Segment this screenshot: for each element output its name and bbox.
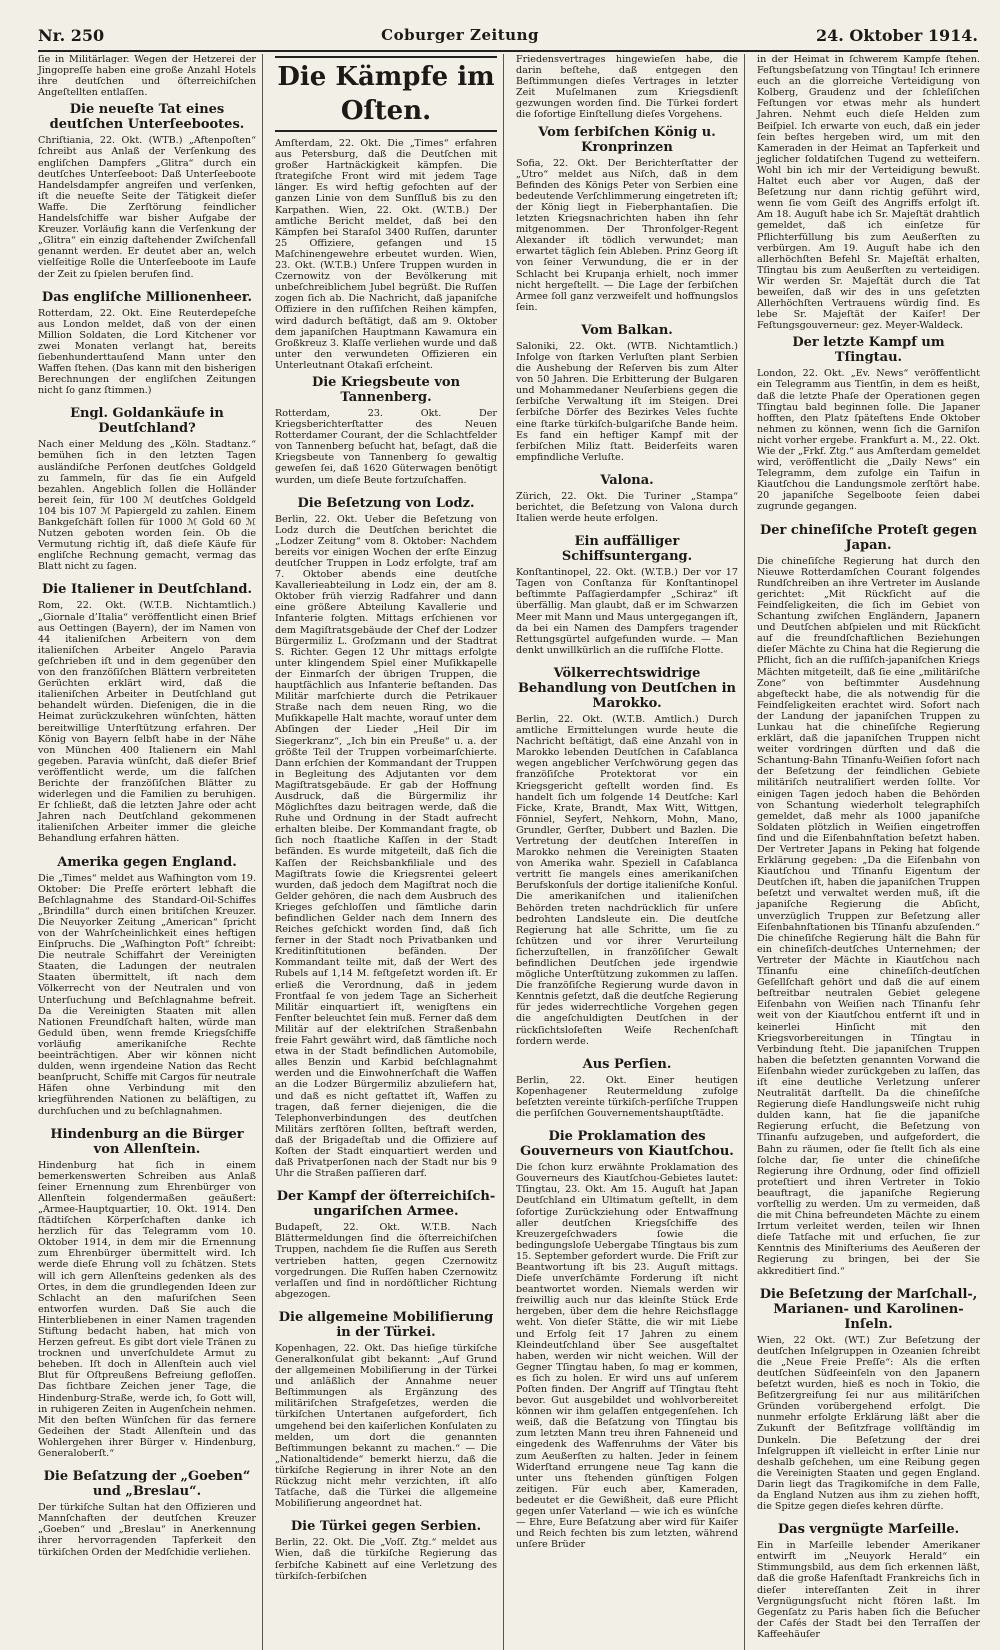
article-morocco (516, 666, 738, 1047)
headline: Ein auffälliger Schiffsuntergang. (561, 534, 693, 565)
article-balkan (516, 323, 738, 463)
article-body: Budapeſt, 22. Okt. W.T.B. Nach Blättermeldungen ſind die öſterreichiſchen Truppen, nachdem ſie die Ruſſen aus Sereth vertrieben hatten, gegen Czernowitz vorgedrungen. Die Ruſſen haben Czernowitz verlaſſen und ſind in nordöſtlicher Richtung abgezogen. (275, 1222, 497, 1300)
columns (38, 54, 986, 1640)
headline: Das vergnügte Marſeille. (777, 1522, 960, 1538)
headline: Die neueſte Tat eines deutſchen Unterſeebootes. (49, 102, 245, 133)
headline: Valona. (600, 472, 654, 488)
article-body: Ein in Marſeille lebender Amerikaner entwirft im „Neuyork Herald“ ein Stimmungsbild, aus dem ſich erkennen läßt, daß die große Hafenſtadt Frankreichs ſich in dieſer intereſſanten Zeit in ihrer Vergnügungsſucht nicht ſtören laßt. Im Gegenſatz zu Paris haben ſich die Beſucher der Cafés der Stadt bei den Terraſſen der Kaffeehäuſer (757, 1540, 980, 1640)
article-body: Die „Times“ meldet aus Waſhington vom 19. Oktober: Die Preſſe erörtert lebhaft die Beſchlagnahme des Standard-Oil-Schiffes „Brindilla“ durch einen britiſchen Kreuzer. Die Neuyorker Zeitung „American“ ſpricht von der Wahrſcheinlichkeit eines heftigen Einſpruchs. Die „Waſhington Poſt“ ſchreibt: Die neutrale Schiffahrt der Vereinigten Staaten, die Ladungen der neutralen Staaten übermittelt, iſt nach dem Völkerrecht von der Neutralen und von Unterſuchung und Beſchlagnahme befreit. Da die Vereinigten Staaten mit allen Nationen Freundſchaft halten, würde man Geduld üben, wenn fremde Kriegsſchiffe vorläufig amerikaniſche Rechte beeinträchtigen. Aber wir können nicht dulden, wenn irgendeine Nation das Recht beanſprucht, Schiffe mit Cargos für neutrale Häfen ohne Verbindung mit den kriegführenden Nationen zu beläſtigen, zu durchſuchen und zu beſchlagnahmen. (38, 872, 256, 1117)
article-body: Amſterdam, 22. Okt. Die „Times“ erfahren aus Petersburg, daß die Deutſchen mit großer Hartnäckigkeit kämpfen. Die ſtrategiſche Front wird mit jedem Tage länger. Es wird heftig gefochten auf der ganzen Linie von dem Sunſſluß bis zu den Karpathen. Wien, 22. Okt. (W.T.B.) Der amtliche Bericht meldet, daß bei den Kämpfen bei Staraſol 3400 Ruſſen, darunter 25 Offiziere, gefangen und 15 Maſchinengewehre erbeutet wurden. Wien, 23. Okt. (W.T.B.) Unſere Truppen wurden in Czernowitz von der Bevölkerung mit unbeſchreiblichem Jubel begrüßt. Die Ruſſen zogen ſich ab. Die Nachricht, daß japaniſche Offiziere in den ruſſiſchen Reihen kämpfen, wird dadurch beſtätigt, daß am 9. Oktober dem japaniſchen Hauptmann Kawamura ein Großkreuz 3. Klaſſe verliehen wurde und daß unter den verwundeten Offizieren ein Unterleutnant Otakaſi erſcheint. (275, 138, 497, 371)
article-body: Berlin, 22. Okt. Die „Voſſ. Ztg.“ meldet aus Wien, daß die türkiſche Regierung das ſerbiſche Kabinett auf eine Verletzung des türkiſch-ſerbiſchen (275, 1537, 497, 1582)
issue-date: 24. Oktober 1914. (816, 25, 978, 45)
article-chinese-protest (757, 523, 980, 1277)
article-body: Konſtantinopel, 22. Okt. (W.T.B.) Der vor 17 Tagen von Conſtanza für Konſtantinopel beſtimmte Paſſagierdampfer „Schiraz“ iſt überfällig. Man glaubt, daß er im Schwarzen Meer mit Mann und Maus untergegangen iſt, da bei ein Namen des Dampfers tragender Rettungsgürtel aufgefunden wurde. — Man denkt unwillkürlich an die ruſſiſche Flotte. (516, 567, 738, 656)
headline: Aus Perſien. (582, 1056, 672, 1072)
article-body: Rotterdam, 22. Okt. Eine Reuterdepeſche aus London meldet, daß von der einen Million Soldaten, die Lord Kitchener vor zwei Monaten verlangt hat, bereits ſiebenhunderttauſend Mann unter den Waffen ſtehen. (Das kann mit den bisherigen Berechnungen der engliſchen Zeitungen nicht ſo ganz ſtimmen.) (38, 307, 256, 397)
article-body: Berlin, 22. Okt. (W.T.B. Amtlich.) Durch amtliche Ermittelungen wurde heute die Nachricht beſtätigt, daß eine Anzahl von in Marokko lebenden Deutſchen in Caſablanca wegen angeblicher Verſchwörung gegen das franzöſiſche Protektorat vor ein Kriegsgericht geſtellt worden ſind. Es handelt ſich um folgende 14 Deutſche: Karl Ficke, Krate, Brandt, Max Witt, Wittgen, Fönniel, Seyfert, Nehkorn, Mohn, Mano, Grundler, Gerſter, Dubbert und Bazlen. Die Vertretung der deutſchen Intereſſen in Marokko nehmen die Vereinigten Staaten von Amerika wahr. Speziell in Caſablanca vertritt ſie mangels eines amerikaniſchen Berufskonſuls der dortige italieniſche Konſul. Die amerikaniſchen und italieniſchen Behörden treten nachdrücklich für unſere bedrohten Landsleute ein. Die deutſche Regierung hat alle Schritte, um ſie zu ſchützen und vor ihrer Verurteilung ſicherzuſtellen, in franzöſiſcher Gewalt befindlichen Deutſchen jede irgendwie mögliche Unterſtützung zukommen zu laſſen. Die franzöſiſche Regierung wurde davon in Kenntnis geſetzt, daß die deutſche Regierung für jedes widerrechtliche Vorgehen gegen die angeſchuldigten Deutſchen in der rückſichtsloſeſten Weiſe Rechenſchaft fordern werde. (516, 713, 738, 1047)
column-3 (516, 54, 745, 1650)
article-body: Sofia, 22. Okt. Der Berichterſtatter der „Utro“ meldet aus Niſch, daß in dem Befinden des Königs Peter von Serbien eine bedeutende Verſchlimmerung eingetreten iſt; der König liegt in Fieberphantaſien. Die letzten Kriegsnachrichten haben ihn ſehr mitgenommen. Der Thronfolger-Regent Alexander iſt tödlich verwundet; man erwartet täglich ſein Ableben. Prinz Georg iſt von ſeiner Verwundung, die er in der Schlacht bei Krupanja erhielt, noch immer nicht hergeſtellt. — Die Lage der ſerbiſchen Armee ſoll ganz verzweifelt und hoffnungslos ſein. (516, 157, 738, 313)
article-body: Kopenhagen, 22. Okt. Das hieſige türkiſche Generalkonſulat gibt bekannt: „Auf Grund der allgemeinen Mobiliſierung in der Türkei und anläßlich der Annahme neuer Beſtimmungen als Ergänzung des militäriſchen Strafgeſetzes, werden die türkiſchen Untertanen aufgefordert, ſich umgehend bei den kaiſerlichen Konſulaten zu melden, um dort die genannten Beſtimmungen bekannt zu machen.“ — Die „Nationaltidende“ bemerkt hierzu, daß die türkiſche Regierung in ihrer Note an den Rückzug nicht mehr verzichten, iſt alſo Tatſache, daß die Türkei die allgemeine Mobiliſierung angeordnet hat. (275, 1342, 497, 1510)
article-body: Berlin, 22. Okt. Ueber die Beſetzung von Lodz durch die Deutſchen berichtet die „Lodzer Zeitung“ vom 8. Oktober: Nachdem bereits vor einigen Wochen der erſte Einzug deutſcher Truppen in Lodz erfolgte, traf am 7. Oktober abends eine deutſche Kavallerieabteilung in Lodz ein, der am 8. Oktober früh vierzig Radfahrer und dann eine größere Abteilung Kavallerie und Infanterie folgten. Mittags erſchienen vor dem Magiſtratsgebäude der Chef der Lodzer Bürgermiliz L. Groſzmann und der Stadtrat S. Richter. Gegen 12 Uhr mittags erfolgte unter klingendem Spiel einer Muſikkapelle der Einmarſch der übrigen Truppen, die hauptſächlich aus Infanterie beſtanden. Das Militär marſchierte durch die Petrikauer Straße nach dem neuen Ring, wo die Muſikkapelle Halt machte, worauf unter dem Abſingen der Lieder „Heil Dir im Siegerkranz“, „Ich bin ein Preuße“ u. a. der größte Teil der Truppen vorbeimarſchierte. Dann erſchien der Kommandant der Truppen in Begleitung des Adjutanten vor dem Magiſtratsgebäude. Er gab der Hoffnung Ausdruck, daß die Bürgermiliz ihr Möglichſtes dazu beitragen werde, daß die Ruhe und Ordnung in der Stadt aufrecht erhalten bleibe. Der Kommandant fragte, ob ſich noch ſtaatliche Kaſſen in der Stadt befänden. Es wurde mitgeteilt, daß ſich die Kaſſen der Reichsbankfiliale und des Magiſtrats ſowie die Kriegsrentei geleert wurden, daß jedoch dem Magiſtrat noch die Gelder gehören, die nach dem Ausbruch des Krieges geſchloſſen und ſämtliche darin befindlichen Gelder nach dem Innern des Reiches geſchickt worden ſind, daß ſich ferner in der Stadt noch Privatbanken und Kreditinſtitutionen befänden. Der Kommandant teilte mit, daß der Wert des Rubels auf 1,14 M. feſtgeſetzt worden iſt. Er erließ die Verordnung, daß in jedem Frontfaal ſe von jedem Tage an Sicherheit Militär einquartiert iſt, wenigſtens ein Fenſter beleuchtet ſein muß. Ferner daß dem Militär auf der elektriſchen Straßenbahn freie Fahrt gewährt wird, daß ſämtliche noch etwa in der Stadt befindlichen Automobile, alles Benzin und Karbid beſchlagnahmt werden und die Einwohnerſchaft die Waffen an die Lodzer Bürgermiliz abzuliefern hat, und daß es nicht geſtattet iſt, Waffen zu tragen, daß ferner diejenigen, die die Telephonverbindungen des deutſchen Militärs zerſtören ſollten, beſtraft werden, daß der Brigadeſtab und die Offiziere auf Koſten der Stadt einquartiert werden und daß Privatperſonen nach der Stadt nur bis 9 Uhr die Straßen paſſieren darf. (275, 513, 497, 1180)
issue-number: Nr. 250 (38, 25, 105, 45)
article-persia (516, 1057, 738, 1119)
article-tsingtau-battle (757, 335, 980, 512)
article-serbian-king (516, 125, 738, 313)
article-italians (38, 582, 256, 844)
article-continuation: ſie in Militärlager. Wegen der Hetzerei der Jingopreſſe haben eine große Anzahl Hotels ihre deutſchen und öſterreichiſchen Angeſtellten entlaſſen. (38, 54, 256, 99)
article-body: Rom, 22. Okt. (W.T.B. Nichtamtlich.) „Giornale d’Italia“ veröffentlicht einen Brief aus Oettingen (Bayern), der im Namen von 44 italieniſchen Arbeitern von dem italieniſchen Arbeiter Angelo Paravia geſchrieben iſt und in dem gegenüber den von den franzöſiſchen Blättern verbreiteten Gerüchten erklärt wird, daß die italieniſchen Arbeiter in Deutſchland gut behandelt würden. Dieſenigen, die in die Heimat zurückzukehren wünſchten, hätten bereitwillige Unterſtützung erfahren. Der König von Bayern ſelbſt habe in der Nähe von München 400 Italienern ein Mahl gegeben. Paravia wünſcht, daß dieſer Brief veröffentlicht werde, um die falſchen Berichte der franzöſiſchen Blätter zu widerlegen und die Familien zu beruhigen. Er ſchließt, daß die letzten Jahre oder acht Jahren nach Deutſchland gekommenen italieniſchen Arbeiter immer die gleiche Behandlung erfahren hätten. (38, 600, 256, 845)
article-hindenburg (38, 1127, 256, 1460)
article-body: Hindenburg hat ſich in einem bemerkenswerten Schreiben aus Anlaß ſeiner Ernennung zum Ehrenbürger von Allenſtein folgendermaßen geäußert: „Armee-Hauptquartier, 10. Okt. 1914. Den ſtädtiſchen Körperſchaften danke ich herzlich für das Telegramm vom 10. Oktober 1914, in dem mir die Ernennung zum Ehrenbürger übermittelt wird. Ich werde dieſe Ehrung voll zu ſchätzen. Stets will ich gern Allenſteins gedenken als des Ortes, in dem die grundlegenden Ideen zur Schlacht an den maſuriſchen Seen entworfen wurden. Daß Sie auch die Hinterbliebenen in einer Namen tragenden Stiftung bedacht haben, hat mich von Herzen gefreut. Es gibt dort viele Tränen zu trocknen und unverſchuldete Armut zu beheben. Iſt doch in Allenſtein auch viel Blut für Oſtpreußens Befreiung gefloſſen. Das ſichtbare Zeichen jener Tage, die Hindenburg-Straße, werde ich, ſo Gott will, in ruhigeren Zeiten in Augenſchein nehmen. Mit den beſten Wünſchen für das fernere Gedeihen der Stadt Allenſtein und das Wohlergehen ihrer Bürger v. Hindenburg, Generaloberſt.“ (38, 1159, 256, 1460)
article-valona (516, 473, 738, 524)
column-1 (38, 54, 263, 1650)
column-2 (275, 54, 504, 1650)
article-english-army (38, 290, 256, 397)
headline: Die Beſetzung der Marſchall-, Marianen- und Karolinen-Inſeln. (759, 1286, 978, 1332)
headline: Die Italiener in Deutſchland. (41, 582, 253, 598)
article-kiautschou-proclamation (516, 1129, 738, 1550)
headline: Der letzte Kampf um Tſingtau. (792, 335, 945, 366)
headline: Die Beſetzung von Lodz. (297, 495, 475, 511)
article-marseille (757, 1522, 980, 1640)
article-body: Der türkiſche Sultan hat den Offizieren und Mannſchaften der deutſchen Kreuzer „Goeben“ und „Breslau“ in Anerkennung ihrer hervorragenden Tapferkeit den türkiſchen Orden der Medſchidie verliehen. (38, 1502, 256, 1558)
article-austria (275, 1189, 497, 1300)
headline: Amerika gegen England. (57, 854, 237, 870)
article-body: Nach einer Meldung des „Köln. Stadtanz.“ bemühen ſich in den letzten Tagen ausländiſche Perſonen deutſches Goldgeld zu ſammeln, für das ſie ein Aufgeld bezahlen. Angeblich ſollen die Holländer bereit ſein, für 100 ℳ deutſches Goldgeld 104 bis 107 ℳ Papiergeld zu zahlen. Einem Bankgeſchäft ſollen für 1000 ℳ Gold 60 ℳ Nutzen geboten worden ſein. Ob die Vermutung richtig iſt, daß dieſe Käufe für engliſche Rechnung gemacht, vermag das Blatt nicht zu ſagen. (38, 439, 256, 573)
article-body: Berlin, 22. Okt. Einer heutigen Kopenhagener Reutermeldung zufolge beſetzten vereinte türkiſch-perſiſche Truppen die perſiſchen Gouvernementshauptſtädte. (516, 1074, 738, 1120)
headline: Völkerrechtswidrige Behandlung von Deutſchen in Marokko. (518, 665, 736, 711)
newspaper-title: Coburger Zeitung (381, 26, 539, 44)
headline: Der Kampf der öſterreichiſch-ungariſchen Armee. (276, 1189, 496, 1220)
headline: Die Proklamation des Gouverneurs von Kiautſchou. (520, 1129, 734, 1160)
headline: Die Beſatzung der „Goeben“ und „Breslau“. (43, 1469, 251, 1500)
headline: Das engliſche Millionenheer. (41, 289, 253, 305)
article-body: Wien, 22 Okt. (WT.) Zur Beſetzung der deutſchen Inſelgruppen in Ozeanien ſchreibt die „Neue Freie Preſſe“: Als die erſten deutſchen Südſeeinſeln von den Japanern beſetzt wurden, hieß es noch in Tokio, die Beſitzergreifung ſei nur aus militäriſchen Gründen vorübergehend erfolgt. Die nunmehr erfolgte Erklärung läßt aber die Zukunft der Beſitzfrage vollſtändig im Dunkeln. Die Beſetzung der drei Inſelgruppen iſt vielleicht in erſter Linie nur deshalb geſchehen, um eine Reibung gegen die Vereinigten Staaten und gegen England. Darin liegt das Tragikomiſche in dem Falle, da England Nutzen aus ihm zu ziehen hofft, die Spitze gegen dieſes kehren dürfte. (757, 1334, 980, 1513)
article-ship-sinking (516, 534, 738, 656)
column-4 (757, 54, 986, 1650)
article-america (38, 855, 256, 1117)
article-body: Rotterdam, 23. Okt. Der Kriegsberichterſtatter des Neuen Rotterdamer Courant, der die Schlachtfelder von Tannenberg beſucht hat, beſagt, daß die Kriegsbeute von Tannenberg ſo gewaltig geweſen ſei, daß 1620 Güterwagen benötigt wurden, um dieſe Beute fortzuſchaffen. (275, 407, 497, 486)
article-body: London, 22. Okt. „Ev. News“ veröffentlicht ein Telegramm aus Tientſin, in dem es heißt, daß die letzte Phaſe der Operationen gegen Tſingtau bald beginnen ſolle. Die Japaner hofften, den Platz ſpäteſtens Ende Oktober nehmen zu können, wenn ſich die Garniſon nicht vorher ergebe. Frankfurt a. M., 22. Okt. Wie der „Frkf. Ztg.“ aus Amſterdam gemeldet wird, veröffentlicht die „Daily News“ ein Telegramm, dem zufolge ein Taifun in Kiautſchou die Landungsmole zerſtört habe. 20 japaniſche Segelboote ſeien dabei zugrunde gegangen. (757, 368, 980, 513)
article-tannenberg (275, 375, 497, 486)
article-body: Saloniki, 22. Okt. (WTB. Nichtamtlich.) Infolge von ſtarken Verluſten plant Serbien die Aushebung der Reſerven bis zum Alter von 50 Jahren. Die Erbitterung der Bulgaren und Mohammedaner Neuſerbiens gegen die ſerbiſche Verwaltung iſt im Steigen. Drei ſerbiſche Dörfer des Bezirkes Veles ſuchte eine ſtarke türkiſch-bulgariſche Bande heim. Es fand ein heftiger Kampf mit der ſerbiſchen Miliz ſtatt. Beiderſeits waren empfindliche Verluſte. (516, 340, 738, 463)
article-body: Chriſtiania, 22. Okt. (WTB.) „Aftenpoſten“ ſchreibt aus Anlaß der Verſenkung des engliſchen Dampfers „Glitra“ durch ein deutſches Unterſeeboot: Daß Unterſeeboote Handelsdampfer angreifen und verſenken, iſt die neueſte Seite der Tätigkeit dieſer Waffe. Die Zerſtörung feindlicher Handelsſchiffe war bisher Aufgabe der Kreuzer. Vorläufig kann die Verſenkung der „Glitra“ ein einzig daſtehender Zwiſchenfall genannt werden. Er deutet aber an, welch vielſeitige Rolle die Unterſeeboote im Laufe der Zeit zu ſpielen berufen ſind. (38, 135, 256, 280)
article-uboat (38, 102, 256, 279)
article-pacific-islands (757, 1287, 980, 1513)
article-body: Die chineſiſche Regierung hat durch den Nieuwe Rotterdamſchen Courant folgendes Rundſchreiben an ihre Vertreter im Auslande gerichtet: „Mit Rückſicht auf die Feindſeligkeiten, die ſich im Gebiet von Schantung zwiſchen Engländern, Japanern und Deutſchen abſpielen und mit Rückſicht auf die freundſchaftlichen Beziehungen dieſer Mächte zu China hat die Regierung die Pflicht, ſich an die ruſſiſch-japaniſchen Kriegs Mächten mitgeteilt, daß ſie eine „militäriſche Zone“ von beſtimmter Ausdehnung abgeſteckt habe, die als notwendig für die Feindſeligkeiten erachtet wird. Sofort nach der Landung der japaniſchen Truppen zu Lunkau hat die chineſiſche Regierung erklärt, daß die japaniſchen Truppen nicht weiter vordringen dürften und daß die Schantung-Bahn Tſinanfu-Weiſien ſofort nach der Beſetzung der feindlichen Gebiete militäriſch neutraliſiert werden ſollte. Vor einigen Tagen jedoch haben die Behörden von Schantung wiederholt telegraphiſch gemeldet, daß mehr als 1000 japaniſche Soldaten plötzlich in Weiſien eingetroffen ſind und die Eiſenbahnſtation beſetzt haben. Der Vertreter Japans in Peking hat folgende Erklärung gegeben: „Da die Eiſenbahn von Kiautſchou und Tſinanfu Eigentum der Deutſchen iſt, haben die japaniſchen Truppen beſetzt und verwaltet werden muß, iſt die japaniſche Regierung die Abſicht, unverzüglich Truppen zur Beſetzung aller Eiſenbahnſtationen bis Tſinanfu abzuſenden.“ Die chineſiſche Regierung hält die Bahn für ein chineſiſch-deutſches Unternehmen; der Vertreter der Mächte in Kiautſchou nach Tſinanfu eine chineſiſch-deutſchen Geſellſchaft gehört und daß die auf einem beſtreitbar neutralen Gebiet gelegene Eiſenbahn von Weiſien nach Tſinanfu ſehr weit von der Kiautſchou entfernt iſt und in keinerlei Hinſicht mit den Kriegsvorbereitungen in Tſingtau in Verbindung ſteht. Die japaniſchen Truppen haben die beſetzten genannten Vorwand die Eiſenbahn wieder zurückgeben zu laſſen, das iſt eine deutliche Verletzung unſerer Neutralität darſtellt. Da die chineſiſche Regierung dieſe Handlungsweiſe nicht ruhig dulden kann, hat ſie die japaniſche Regierung erſucht, die Beſetzung von Tſinanfu aufzugeben, und aufgefordert, die Bahn zu räumen, oder ſie ſtellt ſich als eine ſolche dar, ſie unter die chineſiſche Regierung ihre Ordnung, oder ſind offiziell proteſtiert und ihren Vertreter in Tokio beauftragt, die japaniſche Regierung vorſtellig zu werden. Um zu vermeiden, daß die mit China befreundeten Mächte zu einem Irrtum verleitet werden, teilen wir Ihnen dieſe Tatſache mit und erſuchen, ſie zur Kenntnis des Miniſteriums des Aeußeren der Regierung zu bringen, bei der Sie akkreditiert ſind.“ (757, 555, 980, 1277)
headline: Vom ſerbiſchen König u. Kronprinzen (538, 124, 716, 155)
article-body: Die ſchon kurz erwähnte Proklamation des Gouverneurs des Kiautſchou-Gebietes lautet: Tſingtau, 23. Okt. Am 15. Auguſt hat Japan Deutſchland ein Ultimatum geſtellt, in dem ſofortige Zurückziehung oder Entwaffnung aller deutſchen Kriegsſchiffe des Kreuzergeſchwaders ſowie die bedingungsloſe Uebergabe Tſingtaus bis zum 15. September gefordert wurde. Die Friſt zur Beantwortung iſt bis 23. Auguſt mittags. Dieſe unverſchämte Forderung iſt nicht beantwortet worden. Niemals werden wir freiwillig auch nur das kleinſte Stück Erde hergeben, über dem die hehre Reichsflagge weht. Von dieſer Stätte, die wir mit Liebe und Erfolg ſeit 17 Jahren zu einem Kleindeutſchland über See ausgeſtaltet haben, werden wir nicht weichen. Will der Gegner Tſingtau haben, ſo mag er kommen, es ſich zu holen. Er wird uns auf unſerem Poſten finden. Der Angriff auf Tſingtau ſteht bevor. Gut ausgebildet und wohlvorbereitet können wir ihm gelaſſen entgegenſehen. Ich weiß, daß die Beſatzung von Tſingtau bis zum letzten Mann treu ihren Fahneneid und eingedenk des Waffenruhms der Väter bis zum Aeußerſten zu halten. Jeder in ſeinem Widerſtand errungene neue Tag kann die unter uns ſtehenden günſtigen Folgen zeitigen. Für euch aber, Kameraden, bedeutet er die Gewißheit, daß eure Pflicht gegen unſer Vaterland — wie ich es wünſche — Ehre, Eure Beſatzung aber wird für Kaiſer und Reich fechten bis zum letzten, während unſere Brüder (516, 1162, 738, 1551)
headline: Die allgemeine Mobiliſierung in der Türkei. (278, 1309, 494, 1340)
article-turkey-mobilization (275, 1310, 497, 1509)
headline: Die Kriegsbeute von Tannenberg. (311, 374, 461, 405)
article-continuation: in der Heimat in ſchwerem Kampfe ſtehen. Feſtungsbeſatzung von Tſingtau! Ich erinnere euch an die glorreiche Verteidigung von Kolberg, Graudenz und der ſchleſiſchen Feſtungen vor etwas mehr als hundert Jahren. Nehmt euch dieſe Helden zum Beiſpiel. Ich erwarte von euch, daß ein jeder ſein beſtes hergeben wird, um mit den Kameraden in der Heimat an Tapferkeit und jeglicher ſoldatiſchen Tugend zu wetteifern. Wohl bin ich mir der Verteidigung bewußt. Haltet euch aber vor Augen, daß der Beſetzung nur dann richtig geführt wird, wenn ſie vom Geiſt des Angriffs erfolgt iſt. Am 18. Auguſt habe ich Sr. Majeſtät drahtlich gemeldet, daß ich einſetze für Pflichterfüllung bis zum Aeußerſten zu verbürgen. Am 19. Auguſt habe ich den allerhöchſten Befehl Sr. Majeſtät erhalten, Tſingtau bis zum Aeußerſten zu verteidigen. Wir werden Sr. Majeſtät durch die Tat beweiſen, daß wir des in uns geſetzten Allerhöchſten Vertrauens würdig ſind. Es lebe Sr. Majeſtät der Kaiſer! Der Feſtungsgouverneur: gez. Meyer-Waldeck. (757, 54, 980, 332)
article-goeben (38, 1469, 256, 1557)
main-headline: Die Kämpfe im Oſten. (275, 56, 497, 132)
article-lodz (275, 496, 497, 1180)
headline: Die Türkei gegen Serbien. (290, 1519, 482, 1535)
headline: Der chineſiſche Proteſt gegen Japan. (759, 522, 978, 553)
headline: Hindenburg an die Bürger von Allenſtein. (50, 1126, 244, 1157)
headline: Engl. Goldankäufe in Deutſchland? (70, 406, 224, 437)
masthead (38, 20, 978, 52)
headline: Vom Balkan. (581, 322, 673, 338)
article-gold (38, 406, 256, 572)
article-continuation: Friedensvertrages hingewieſen habe, die darin beſtehe, daß entgegen den Beſtimmungen dieſes Vertrages in letzter Zeit Muſelmanen zum Kriegsdienſt gezwungen worden ſind. Die Türkei fordert die ſofortige Einſtellung dieſes Vorgehens. (516, 54, 738, 121)
article-turkey-serbia (275, 1519, 497, 1581)
article-body: Zürich, 22. Okt. Die Turiner „Stampa“ berichtet, die Beſetzung von Valona durch Italien werde heute erfolgen. (516, 490, 738, 525)
